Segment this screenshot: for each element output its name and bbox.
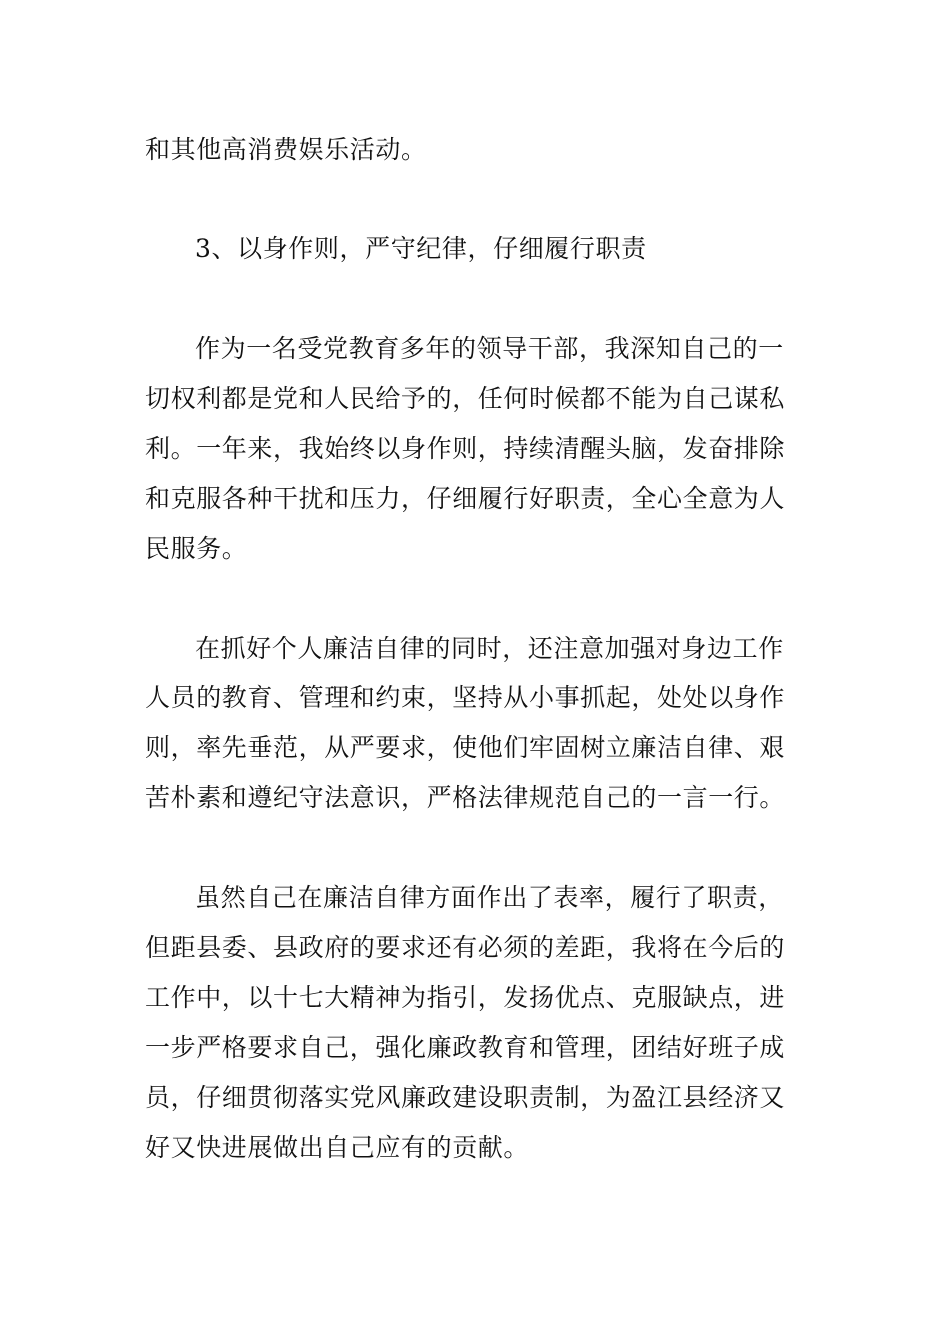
paragraph-line: 员，仔细贯彻落实党风廉政建设职责制，为盈江县经济又 [145,1083,786,1112]
paragraph-line: 切权利都是党和人民给予的，任何时候都不能为自己谋私 [145,384,786,413]
paragraph-line: 好又快进展做出自己应有的贡献。 [145,1133,530,1162]
paragraph-line: 苦朴素和遵纪守法意识，严格法律规范自己的一言一行。 [145,783,786,812]
paragraph-line: 一步严格要求自己，强化廉政教育和管理，团结好班子成 [145,1033,786,1062]
paragraph-line: 人员的教育、管理和约束，坚持从小事抓起，处处以身作 [145,683,786,712]
paragraph-line: 利。一年来，我始终以身作则，持续清醒头脑，发奋排除 [145,434,786,463]
paragraph-line: 和其他高消费娱乐活动。 [145,135,427,164]
paragraph-line: 则，率先垂范，从严要求，使他们牢固树立廉洁自律、艰 [145,733,786,762]
paragraph-line: 和克服各种干扰和压力，仔细履行好职责，全心全意为人 [145,484,786,513]
paragraph-line: 作为一名受党教育多年的领导干部，我深知自己的一 [195,334,784,363]
paragraph-line: 工作中，以十七大精神为指引，发扬优点、克服缺点，进 [145,983,786,1012]
paragraph-line: 虽然自己在廉洁自律方面作出了表率，履行了职责， [195,883,784,912]
paragraph-line: 但距县委、县政府的要求还有必须的差距，我将在今后的 [145,933,786,962]
paragraph-line: 民服务。 [145,534,248,563]
paragraph-line: 在抓好个人廉洁自律的同时，还注意加强对身边工作 [195,634,784,663]
section-heading: 3、以身作则，严守纪律，仔细履行职责 [195,234,647,263]
